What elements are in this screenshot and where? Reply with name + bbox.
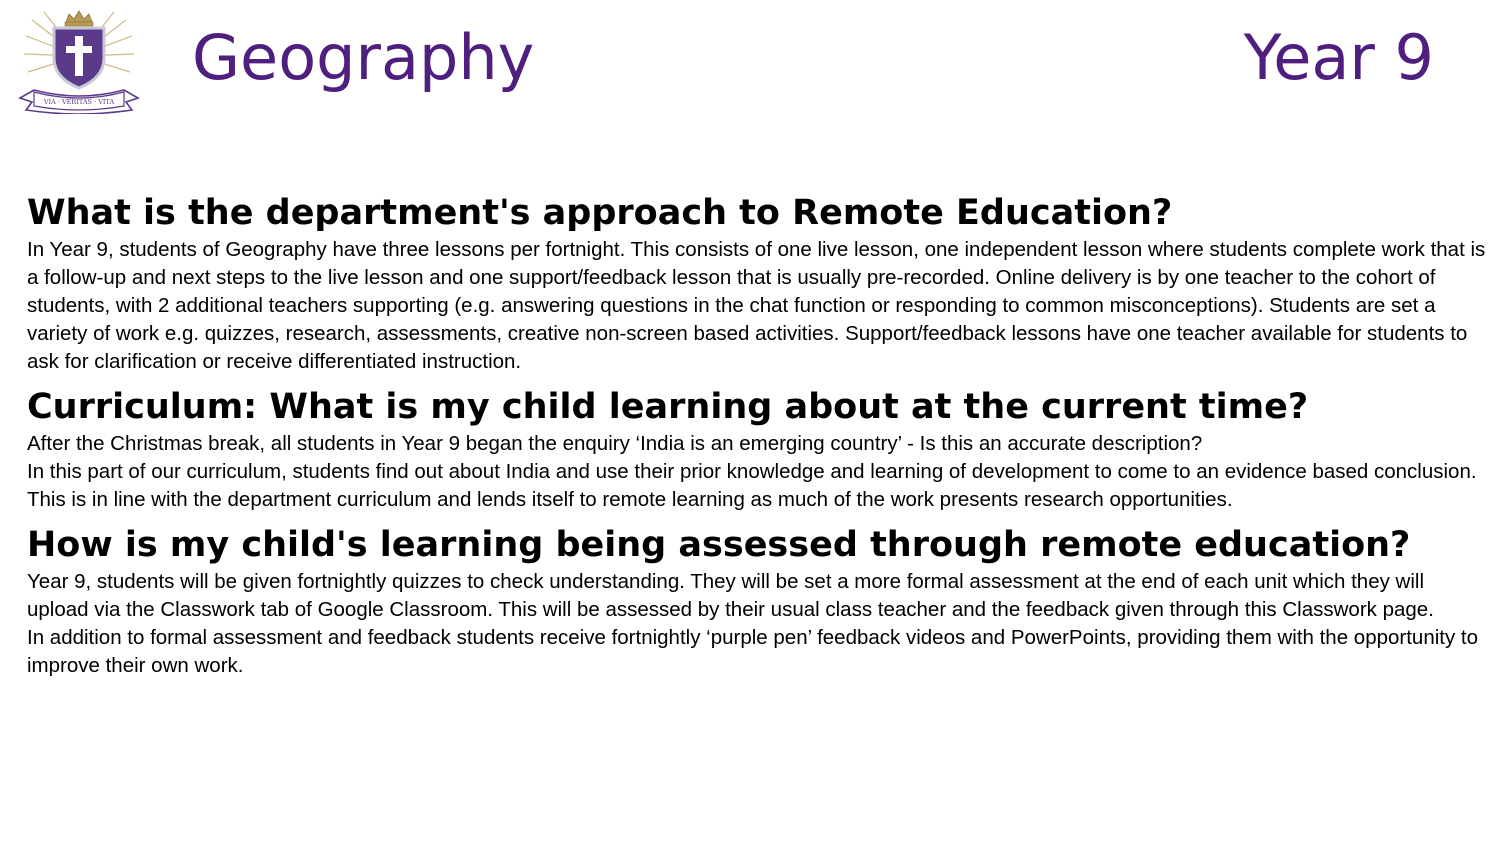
subject-title: Geography	[192, 21, 535, 94]
crest-icon	[14, 6, 144, 114]
section-assessment	[27, 522, 1487, 680]
school-crest-logo	[14, 6, 144, 114]
crest-motto: VIA · VERITAS · VITA	[43, 98, 115, 106]
section-paragraph: In Year 9, students of Geography have three lessons per fortnight. This consists of one live lesson, one independent lesson where students complete work that is a follow-up and next steps to the live lesson and one support/feedback lesson that is usually pre-recorded. Online delivery is by one teacher to the cohort of students, with 2 additional teachers supporting (e.g. answering questions in the chat function or responding to common misconceptions). Students are set a variety of work e.g. quizzes, research, assessments, creative non-screen based activities. Support/feedback lessons have one teacher available for students to ask for clarification or receive differentiated instruction.	[27, 238, 1486, 373]
section-heading: What is the department's approach to Remote Education?	[27, 193, 1173, 233]
section-curriculum	[27, 384, 1487, 514]
section-paragraph: After the Christmas break, all students in Year 9 began the enquiry ‘India is an emerging country’ - Is this an accurate description?	[27, 432, 1203, 455]
section-paragraph: In this part of our curriculum, students find out about India and use their prior knowledge and learning of development to come to an evidence based conclusion. This is in line with the department curriculum and lends itself to remote learning as much of the work presents research opportunities.	[27, 460, 1477, 511]
main-content	[27, 190, 1487, 688]
section-remote-approach	[27, 190, 1487, 376]
section-paragraph: Year 9, students will be given fortnightly quizzes to check understanding. They will be set a more formal assessment at the end of each unit which they will upload via the Classwork tab of Google Classroom. This will be assessed by their usual class teacher and the feedback given through this Classwork page.	[27, 570, 1434, 621]
section-heading: How is my child's learning being assessed through remote education?	[27, 525, 1411, 565]
section-heading: Curriculum: What is my child learning about at the current time?	[27, 387, 1309, 427]
section-paragraph: In addition to formal assessment and feedback students receive fortnightly ‘purple pen’ feedback videos and PowerPoints, providing them with the opportunity to improve their own work.	[27, 626, 1479, 677]
year-title: Year 9	[1243, 21, 1434, 94]
